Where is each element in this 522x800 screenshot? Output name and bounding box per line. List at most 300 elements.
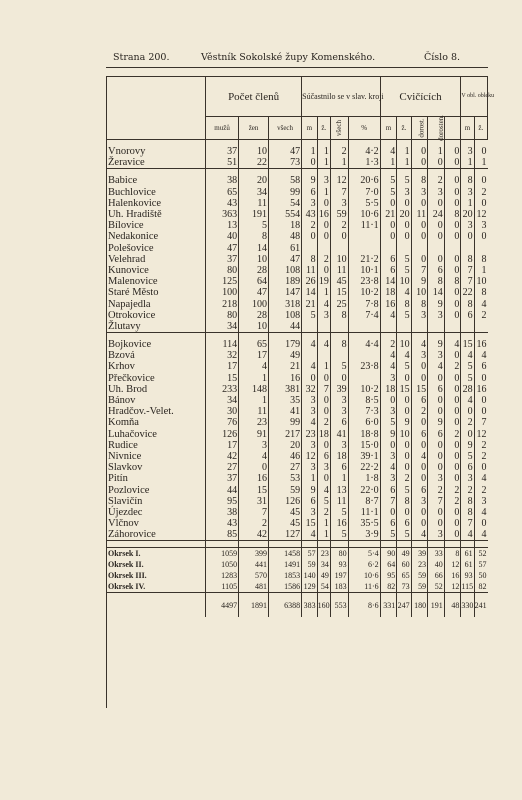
cell: 1·8 [348, 473, 380, 484]
cell: 9 [461, 440, 474, 451]
table-row [106, 440, 488, 451]
cell: 31 [239, 496, 269, 507]
cell: 21 [302, 298, 317, 309]
cell: 27 [268, 462, 301, 473]
cell: 51 [205, 157, 238, 169]
cell: 8·5 [348, 395, 380, 406]
cell: 11 [330, 265, 348, 276]
cell: 7·4 [348, 310, 380, 321]
cell: 3 [474, 496, 487, 507]
cell: 330 [461, 593, 474, 618]
cell: 7 [461, 518, 474, 529]
col-z3: ž. [474, 117, 487, 140]
table-row [106, 243, 488, 254]
cell: 5 [397, 175, 411, 186]
cell: 48 [444, 593, 461, 618]
cell: 183 [330, 581, 348, 593]
cell: 2 [239, 518, 269, 529]
table-row [106, 187, 488, 198]
row-label: Kunovice [108, 264, 149, 276]
cell: 34 [317, 559, 330, 570]
cell: 0 [428, 406, 445, 417]
col-blank [444, 117, 461, 140]
cell: 0 [474, 395, 487, 406]
cell [411, 321, 428, 333]
cell: 8 [330, 339, 348, 350]
cell: 0 [444, 518, 461, 529]
cell: 20 [462, 209, 473, 221]
cell: 4 [380, 310, 397, 321]
row-label: Komňa [108, 417, 139, 429]
cell: 18·8 [348, 429, 380, 440]
cell [317, 321, 330, 333]
cell: 49 [317, 570, 330, 581]
cell [348, 243, 380, 254]
cell: 0 [474, 146, 487, 157]
header-row-1 [106, 77, 488, 117]
cell [444, 321, 461, 333]
cell: 3 [428, 529, 445, 541]
cell: 39·1 [348, 451, 380, 462]
spacer-row [106, 541, 488, 548]
cell: 0 [474, 175, 487, 186]
cell: 0 [428, 462, 445, 473]
cell: 5 [239, 220, 269, 231]
cell: 21·2 [348, 254, 380, 265]
cell: 21 [268, 361, 301, 372]
cell: 6 [461, 462, 474, 473]
cell: 0 [444, 462, 461, 473]
cell [330, 243, 348, 254]
cell: 7·3 [348, 406, 380, 417]
cell: 0 [444, 157, 461, 169]
cell: 3 [428, 473, 445, 484]
cell: 65 [239, 339, 269, 350]
cell: 100 [239, 298, 269, 309]
cell: 6 [302, 496, 317, 507]
cell: 1 [428, 146, 445, 157]
cell: 85 [205, 529, 238, 541]
cell: 4 [397, 350, 411, 361]
cell [461, 321, 474, 333]
cell: 0 [397, 406, 411, 417]
cell: 8 [461, 496, 474, 507]
col-zen: žen [239, 117, 269, 140]
cell: 4·4 [348, 339, 380, 350]
cell: 0 [474, 518, 487, 529]
cell: 3 [330, 406, 348, 417]
cell: 47 [268, 146, 301, 157]
cell: 0 [444, 451, 461, 462]
cell: 22 [462, 287, 473, 299]
cell: 8 [461, 175, 474, 186]
cell: 15 [411, 384, 428, 395]
cell: 59 [302, 559, 317, 570]
cell: 4 [397, 287, 411, 298]
row-label: Vlčnov [108, 518, 139, 530]
table-row [106, 209, 488, 220]
cell: 1586 [268, 581, 301, 593]
cell: 10·2 [348, 287, 380, 298]
cell: 4 [302, 417, 317, 428]
cell: 8 [330, 310, 348, 321]
col-m3: m [461, 117, 474, 140]
cell: 18 [330, 451, 348, 462]
cell: 5 [330, 529, 348, 541]
cell: 40 [428, 559, 445, 570]
cell: 65 [397, 570, 411, 581]
cell [380, 243, 397, 254]
cell: 3 [302, 395, 317, 406]
statistics-table [106, 76, 495, 617]
cell: 23 [317, 548, 330, 560]
cell: 4 [461, 350, 474, 361]
cell: 0 [428, 157, 445, 169]
cell: 363 [205, 209, 238, 220]
cell: 0 [444, 220, 461, 231]
cell: 7 [330, 187, 348, 198]
cell: 381 [268, 384, 301, 395]
cell: 6 [461, 310, 474, 321]
cell: 59 [411, 570, 428, 581]
cell: 2 [444, 484, 461, 495]
cell: 5 [397, 484, 411, 495]
cell: 8 [444, 276, 461, 287]
cell: 2 [461, 484, 474, 495]
cell: 1 [317, 529, 330, 541]
row-label: Nivnice [108, 450, 142, 462]
cell: 28 [462, 383, 473, 395]
cell: 0 [380, 395, 397, 406]
header-rule [106, 67, 488, 68]
cell [348, 350, 380, 361]
cell: 3 [461, 146, 474, 157]
cell: 20·6 [348, 175, 380, 186]
cell: 0 [397, 231, 411, 242]
cell: 4 [317, 484, 330, 495]
table-row [106, 451, 488, 462]
cell: 17 [205, 361, 238, 372]
table-row [106, 350, 488, 361]
cell: 4 [461, 395, 474, 406]
cell: 3 [302, 507, 317, 518]
cell: 0 [474, 462, 487, 473]
cell: 4 [474, 507, 487, 518]
cell [330, 350, 348, 361]
cell: 6 [330, 417, 348, 428]
cell: 45 [330, 276, 348, 287]
cell: 3 [302, 406, 317, 417]
cell: 10 [330, 254, 348, 265]
cell: 93 [330, 559, 348, 570]
cell: 16 [474, 339, 487, 350]
cell: 6 [380, 518, 397, 529]
cell: 9 [302, 484, 317, 495]
row-label: Pitín [108, 473, 128, 485]
cell: 1283 [205, 570, 238, 581]
cell: 0 [380, 231, 397, 242]
cell: 0 [461, 406, 474, 417]
cell: 5 [330, 361, 348, 372]
cell: 11 [239, 198, 269, 209]
cell: 5 [461, 361, 474, 372]
cell: 3 [428, 310, 445, 321]
cell: 38 [205, 507, 238, 518]
cell: 4·2 [348, 146, 380, 157]
district-row [106, 581, 488, 593]
cell: 8 [397, 496, 411, 507]
cell: 0 [411, 361, 428, 372]
cell: 1458 [268, 548, 301, 560]
cell: 1491 [268, 559, 301, 570]
cell: 0 [444, 198, 461, 209]
cell: 6 [428, 429, 445, 440]
row-label: Polešovice [108, 242, 154, 254]
cell: 49 [268, 350, 301, 361]
cell: 23·8 [348, 276, 380, 287]
cell: 2 [474, 451, 487, 462]
cell: 2 [428, 484, 445, 495]
cell: 65 [205, 187, 238, 198]
cell: 4 [461, 529, 474, 541]
cell: 1 [474, 265, 487, 276]
cell: 4 [380, 361, 397, 372]
cell: 3 [317, 462, 330, 473]
cell: 7·8 [348, 298, 380, 309]
cell: 15 [302, 518, 317, 529]
cell: 23·8 [348, 361, 380, 372]
cell: 61 [461, 548, 474, 560]
cell: 3 [474, 220, 487, 231]
cell: 20 [268, 440, 301, 451]
cell: 0 [411, 198, 428, 209]
col-pct: % [348, 117, 380, 140]
cell: 217 [268, 429, 301, 440]
cell: 0 [444, 395, 461, 406]
cell: 7 [411, 265, 428, 276]
row-label: Hradčov.-Velet. [108, 406, 174, 418]
row-label: Bánov [108, 395, 136, 407]
cell: 5 [397, 361, 411, 372]
cell: 45 [268, 518, 301, 529]
cell: 95 [380, 570, 397, 581]
issue-number: Číslo 8. [424, 52, 461, 63]
cell: 10 [397, 276, 411, 287]
cell: 0 [444, 231, 461, 242]
row-label: Záhorovice [108, 529, 156, 541]
cell: 16 [239, 473, 269, 484]
cell: 0 [444, 417, 461, 428]
cell: 0 [444, 287, 461, 298]
cell: 0 [444, 254, 461, 265]
cell: 57 [302, 548, 317, 560]
cell: 47 [205, 243, 238, 254]
cell: 76 [205, 417, 238, 428]
row-label: Luhačovice [108, 428, 157, 440]
cell: 34 [205, 321, 238, 333]
cell: 49 [397, 548, 411, 560]
cell: 3 [397, 187, 411, 198]
col-dorostenky: dorosten. [428, 117, 445, 140]
row-label [106, 593, 205, 618]
table-row [106, 146, 488, 157]
cell: 32 [302, 384, 317, 395]
cell: 3 [330, 198, 348, 209]
cell: 0 [411, 254, 428, 265]
cell: 80 [330, 548, 348, 560]
cell: 4 [474, 350, 487, 361]
cell [302, 243, 317, 254]
cell: 0 [397, 462, 411, 473]
cell: 0 [302, 157, 317, 169]
cell: 0 [317, 406, 330, 417]
cell: 18 [268, 220, 301, 231]
cell: 0 [444, 310, 461, 321]
cell: 0 [317, 395, 330, 406]
cell: 125 [205, 276, 238, 287]
cell: 8 [411, 298, 428, 309]
cell: 2 [411, 406, 428, 417]
cell: 0 [239, 462, 269, 473]
row-label: Okrsek III. [108, 571, 147, 581]
cell: 115 [461, 582, 474, 592]
cell [474, 321, 487, 333]
cell: 10 [239, 146, 269, 157]
cell: 0 [302, 373, 317, 384]
cell: 0 [411, 440, 428, 451]
cell [397, 321, 411, 333]
cell: 35·5 [348, 518, 380, 529]
col-m: m [302, 117, 317, 140]
cell: 10 [411, 287, 428, 298]
cell: 0 [444, 529, 461, 541]
cell: 3 [411, 187, 428, 198]
cell: 160 [317, 593, 330, 618]
cell: 126 [268, 496, 301, 507]
cell: 8 [474, 287, 487, 298]
cell: 7 [317, 384, 330, 395]
cell: 14 [239, 243, 269, 254]
cell: 1 [302, 473, 317, 484]
cell: 59 [411, 581, 428, 593]
cell: 2 [461, 417, 474, 428]
cell: 1 [317, 157, 330, 169]
cell: 2 [302, 220, 317, 231]
cell: 189 [268, 276, 301, 287]
row-label: Žlutavy [108, 320, 141, 332]
row-label: Napajedla [108, 298, 151, 310]
cell: 64 [380, 559, 397, 570]
table-row [106, 321, 488, 333]
cell: 0 [317, 373, 330, 384]
row-label: Rudice [108, 439, 138, 451]
cell [461, 243, 474, 254]
cell: 3 [302, 198, 317, 209]
table-row [106, 373, 488, 384]
district-row [106, 570, 488, 581]
cell: 8 [444, 209, 461, 220]
row-label: Halenkovice [108, 197, 162, 209]
cell: 3·9 [348, 529, 380, 541]
cell: 100 [205, 287, 238, 298]
cell: 8 [461, 254, 474, 265]
cell: 2 [317, 417, 330, 428]
cell: 2 [474, 187, 487, 198]
cell: 0 [474, 198, 487, 209]
cell: 0 [474, 406, 487, 417]
cell: 0 [428, 518, 445, 529]
cell: 19 [318, 276, 329, 288]
cell: 4 [317, 298, 330, 309]
cell: 43 [302, 209, 317, 220]
table-row [106, 395, 488, 406]
table-row [106, 310, 488, 321]
cell: 33 [428, 548, 445, 560]
cell [348, 321, 380, 333]
table-row [106, 287, 488, 298]
cell: 0 [330, 373, 348, 384]
cell: 52 [428, 581, 445, 593]
cell: 10·6 [348, 570, 380, 581]
cell: 0 [397, 507, 411, 518]
cell: 18 [318, 428, 329, 440]
cell: 3 [428, 350, 445, 361]
row-label: Malenovice [108, 276, 158, 288]
cell: 0 [411, 417, 428, 428]
cell: 23 [302, 429, 317, 440]
row-label: Bílovice [108, 220, 144, 232]
cell: 8·7 [348, 496, 380, 507]
cell: 114 [205, 339, 238, 350]
cell: 99 [268, 417, 301, 428]
cell: 11 [330, 496, 348, 507]
cell: 22·0 [348, 484, 380, 495]
cell: 6 [330, 462, 348, 473]
cell: 2 [428, 175, 445, 186]
cell: 54 [317, 581, 330, 593]
cell: 1 [330, 157, 348, 169]
journal-title: Věstník Sokolské župy Komenského. [201, 52, 376, 63]
cell [302, 350, 317, 361]
row-label: Slavkov [108, 462, 143, 474]
cell [411, 243, 428, 254]
cell: 0 [411, 146, 428, 157]
cell: 129 [303, 582, 316, 592]
cell: 331 [380, 593, 397, 618]
cell: 59 [330, 209, 348, 220]
cell: 16 [268, 373, 301, 384]
table-row [106, 175, 488, 186]
cell: 11·1 [348, 220, 380, 231]
cell: 0 [444, 473, 461, 484]
cell: 6 [411, 395, 428, 406]
cell: 23 [411, 559, 428, 570]
cell: 6 [302, 187, 317, 198]
cell: 3 [411, 496, 428, 507]
cell: 24 [428, 209, 445, 220]
cell: 20 [397, 209, 411, 220]
cell: 9 [428, 298, 445, 309]
cell: 2 [444, 429, 461, 440]
row-label: Otrokovice [108, 309, 156, 321]
table-row [106, 496, 488, 507]
table-row [106, 417, 488, 428]
cell: 28 [239, 310, 269, 321]
row-label: Buchlovice [108, 186, 156, 198]
cell: 1 [317, 146, 330, 157]
cell: 11 [302, 265, 317, 276]
cell: 16 [380, 298, 397, 309]
